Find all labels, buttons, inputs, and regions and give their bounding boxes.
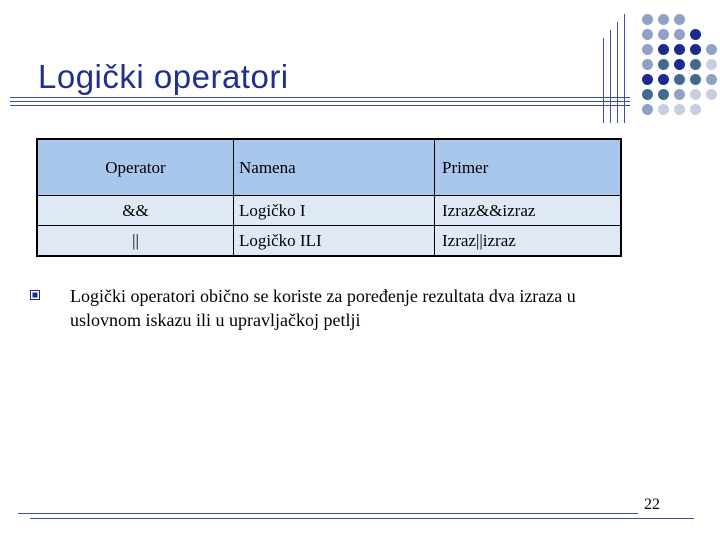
decor-dot	[642, 44, 653, 55]
decor-dot	[674, 29, 685, 40]
decor-dot	[642, 14, 653, 25]
decor-dot	[642, 74, 653, 85]
decor-dot	[706, 89, 717, 100]
bullet-text: Logički operatori obično se koriste za poređenje rezultata dva izraza u uslovnom iskazu ili u upravljačkoj petlji	[70, 286, 576, 330]
decor-dot	[690, 104, 701, 115]
table-header-cell: Primer	[435, 139, 622, 196]
table-header-cell: Operator	[37, 139, 234, 196]
decor-dot	[658, 104, 669, 115]
decor-dot	[674, 74, 685, 85]
decor-dot	[658, 14, 669, 25]
decor-dot	[674, 104, 685, 115]
table-cell: &&	[37, 196, 234, 226]
header-rule	[10, 105, 630, 106]
operators-table	[36, 138, 622, 257]
table-row	[37, 196, 621, 226]
decor-dot	[690, 44, 701, 55]
table-cell: ||	[37, 226, 234, 257]
decor-dot	[642, 89, 653, 100]
decor-dot	[690, 74, 701, 85]
slide-title: Logički operatori	[38, 58, 289, 95]
decor-dot	[674, 59, 685, 70]
table-cell: Logičko I	[234, 196, 435, 226]
decor-dot	[642, 104, 653, 115]
table-cell: Izraz&&izraz	[435, 196, 622, 226]
decor-dot	[658, 89, 669, 100]
decor-dot	[706, 59, 717, 70]
table-header-row	[37, 139, 621, 196]
footer-rule	[638, 518, 694, 519]
decor-dot	[658, 29, 669, 40]
decor-dot	[642, 29, 653, 40]
footer-rule	[30, 518, 638, 519]
decor-dot	[658, 59, 669, 70]
table-header-cell: Namena	[234, 139, 435, 196]
decor-dot	[690, 29, 701, 40]
decor-dot	[674, 14, 685, 25]
footer-rule	[18, 513, 638, 514]
table-row	[37, 226, 621, 257]
header-vrule	[603, 38, 604, 123]
header-vrule	[617, 22, 618, 123]
decorative-dot-grid	[638, 10, 718, 120]
page-number: 22	[644, 496, 660, 513]
decor-dot	[658, 44, 669, 55]
decor-dot	[658, 74, 669, 85]
decor-dot	[674, 44, 685, 55]
decor-dot	[674, 89, 685, 100]
decor-dot	[690, 89, 701, 100]
decor-dot	[706, 44, 717, 55]
decor-dot	[642, 59, 653, 70]
header-rule	[10, 101, 630, 102]
decor-dot	[690, 59, 701, 70]
header-vrule	[610, 30, 611, 123]
table-cell: Logičko ILI	[234, 226, 435, 257]
square-bullet-icon	[30, 290, 40, 300]
header-vrule	[624, 14, 625, 123]
header-rule	[10, 97, 630, 98]
decor-dot	[706, 74, 717, 85]
table-cell: Izraz||izraz	[435, 226, 622, 257]
